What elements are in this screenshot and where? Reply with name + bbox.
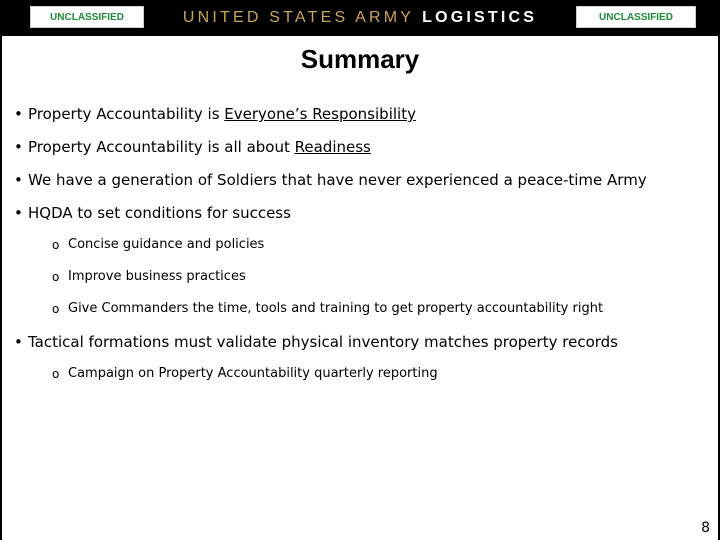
bullet-item [14, 169, 704, 191]
bullet-item [14, 103, 704, 125]
sub-bullet-item [52, 299, 704, 319]
bullet-list [14, 103, 704, 396]
header-bar [0, 0, 720, 36]
bullet-emphasis: Readiness [294, 138, 371, 156]
brand-sub-text: LOGISTICS [422, 9, 538, 26]
sub-bullet-circle-icon: o [52, 302, 60, 316]
sub-bullet-text: Concise guidance and policies [68, 237, 265, 252]
bullet-text: Property Accountability is all about Readiness [28, 138, 371, 156]
sub-bullet-item [52, 364, 704, 384]
bullet-dot-icon: • [14, 171, 23, 189]
bullet-item [14, 136, 704, 158]
bullet-text: We have a generation of Soldiers that have never experienced a peace-time Army [28, 171, 647, 189]
bullet-dot-icon: • [14, 204, 23, 222]
classification-badge-left: UNCLASSIFIED [30, 6, 144, 28]
bullet-text: HQDA to set conditions for success [28, 204, 291, 222]
sub-bullet-text: Campaign on Property Accountability quarterly reporting [68, 366, 438, 381]
frame-border-left [0, 36, 2, 540]
brand-banner [150, 7, 570, 29]
bullet-text: Property Accountability is Everyone’s Responsibility [28, 105, 416, 123]
classification-badge-right: UNCLASSIFIED [576, 6, 696, 28]
bullet-emphasis: Everyone’s Responsibility [224, 105, 416, 123]
brand-main-text: UNITED STATES ARMY [182, 9, 415, 26]
sub-bullet-circle-icon: o [52, 367, 60, 381]
sub-bullet-text: Give Commanders the time, tools and training to get property accountability right [68, 301, 604, 316]
bullet-dot-icon: • [14, 138, 23, 156]
sub-bullet-item [52, 267, 704, 287]
sub-bullet-item [52, 235, 704, 255]
slide-title: Summary [300, 44, 420, 74]
sub-bullet-text: Improve business practices [68, 269, 246, 284]
bullet-item [14, 331, 704, 353]
bullet-item [14, 202, 704, 224]
sub-bullet-circle-icon: o [52, 270, 60, 284]
sub-bullet-circle-icon: o [52, 238, 60, 252]
bullet-dot-icon: • [14, 333, 23, 351]
bullet-dot-icon: • [14, 105, 23, 123]
bullet-text: Tactical formations must validate physical inventory matches property records [28, 333, 618, 351]
page-number: 8 [701, 520, 710, 536]
